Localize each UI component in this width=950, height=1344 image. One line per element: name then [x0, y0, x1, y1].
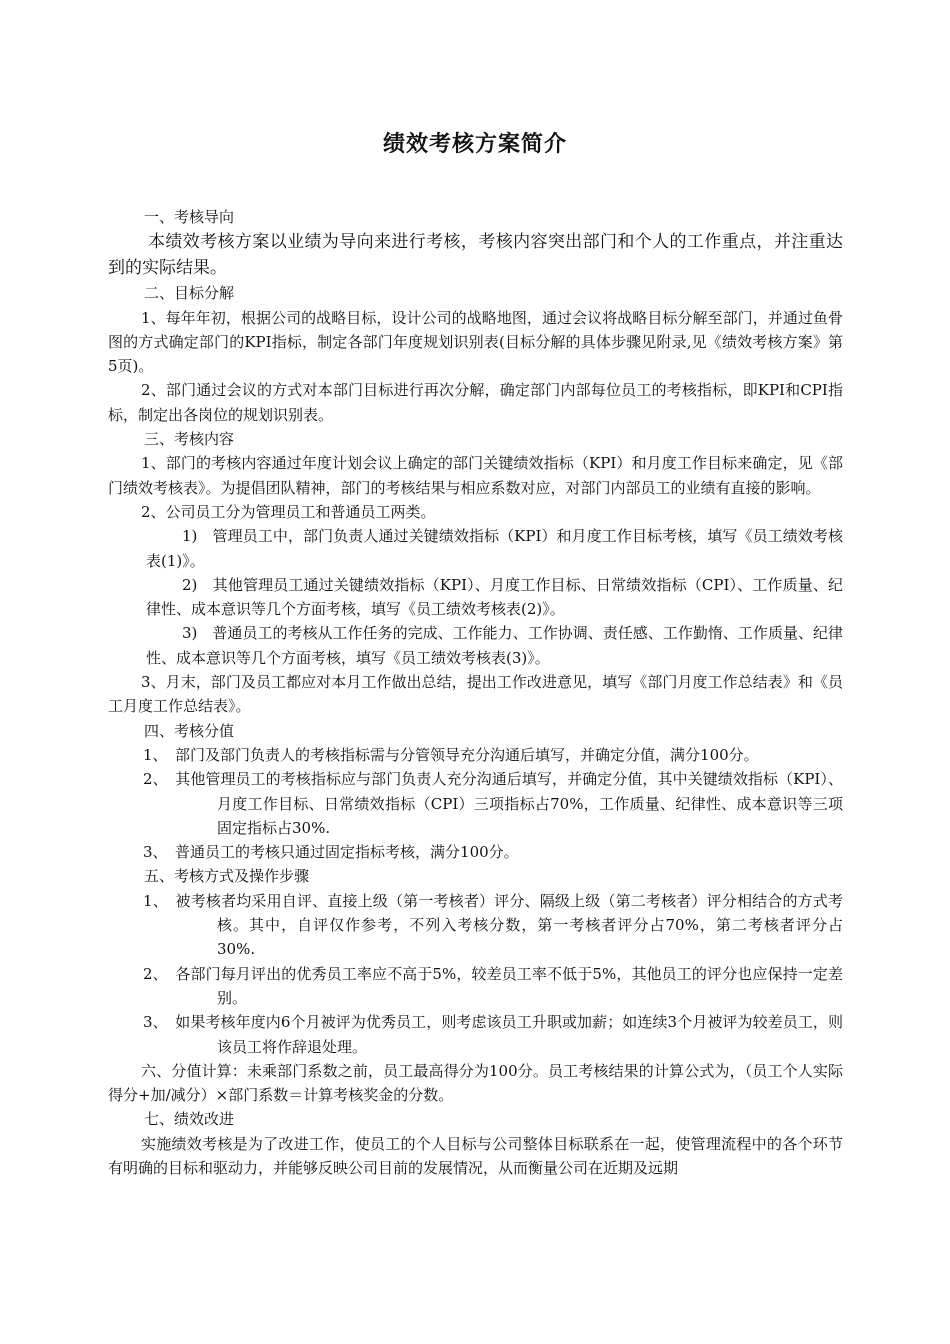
paragraph-calculation: 六、分值计算：未乘部门系数之前，员工最高得分为100分。员工考核结果的计算公式为，（员工个人实际得分+加/减分）×部门系数＝计算考核奖金的分数。 [108, 1061, 843, 1105]
section-heading-goal-decomposition: 二、目标分解 [144, 284, 235, 303]
method-item-2: 2、 各部门每月评出的优秀员工率应不高于5%，较差员工率不低于5%，其他员工的评分也应保持一定差别。 [143, 964, 843, 1007]
document-title: 绩效考核方案简介 [382, 132, 567, 157]
section-heading-method: 五、考核方式及操作步骤 [144, 867, 310, 886]
document-body [108, 205, 843, 1180]
paragraph-goal-2: 2、部门通过会议的方式对本部门目标进行再次分解，确定部门内部每位员工的考核指标，即KPI和CPI指标，制定出各岗位的规划识别表。 [108, 381, 843, 424]
sub-item-1: 1) 管理员工中，部门负责人通过关键绩效指标（KPI）和月度工作目标考核，填写《员工绩效考核表(1)》。 [146, 527, 843, 570]
paragraph-guidance: 本绩效考核方案以业绩为导向来进行考核，考核内容突出部门和个人的工作重点，并注重达到的实际结果。 [108, 232, 843, 279]
paragraph-improvement: 实施绩效考核是为了改进工作，使员工的个人目标与公司整体目标联系在一起，使管理流程中的各个环节有明确的目标和驱动力，并能够反映公司目前的发展情况，从而衡量公司在近期及远期 [108, 1134, 843, 1177]
section-heading-content: 三、考核内容 [144, 430, 235, 449]
paragraph-goal-1: 1、每年年初，根据公司的战略目标，设计公司的战略地图，通过会议将战略目标分解至部门，并通过鱼骨图的方式确定部门的KPI指标，制定各部门年度规划识别表(目标分解的具体步骤见附录,见《绩效考核方案》第5页)。 [108, 308, 843, 376]
method-item-3: 3、 如果考核年度内6个月被评为优秀员工，则考虑该员工升职或加薪；如连续3个月被评为较差员工，则该员工将作辞退处理。 [143, 1013, 843, 1056]
score-item-1: 1、 部门及部门负责人的考核指标需与分管领导充分沟通后填写，并确定分值，满分100分。 [143, 745, 759, 764]
paragraph-content-1: 1、部门的考核内容通过年度计划会议上确定的部门关键绩效指标（KPI）和月度工作目标来确定，见《部门绩效考核表》。为提倡团队精神，部门的考核结果与相应系数对应，对部门内部员工的业绩有直接的影响。 [108, 454, 843, 497]
score-item-3: 3、 普通员工的考核只通过固定指标考核，满分100分。 [143, 843, 519, 862]
sub-item-2: 2) 其他管理员工通过关键绩效指标（KPI）、月度工作目标、日常绩效指标（CPI）、工作质量、纪律性、成本意识等几个方面考核，填写《员工绩效考核表(2)》。 [146, 575, 843, 619]
paragraph-content-3: 3、月末，部门及员工都应对本月工作做出总结，提出工作改进意见，填写《部门月度工作总结表》和《员工月度工作总结表》。 [108, 673, 843, 716]
score-item-2: 2、 其他管理员工的考核指标应与部门负责人充分沟通后填写，并确定分值，其中关键绩效指标（KPI）、月度工作目标、日常绩效指标（CPI）三项指标占70%，工作质量、纪律性、成本意识等三项固定指标占30%. [143, 770, 843, 837]
section-heading-guidance: 一、考核导向 [144, 208, 235, 226]
sub-item-3: 3) 普通员工的考核从工作任务的完成、工作能力、工作协调、责任感、工作勤惰、工作质量、纪律性、成本意识等几个方面考核，填写《员工绩效考核表(3)》。 [146, 624, 843, 667]
section-heading-improvement: 七、绩效改进 [144, 1110, 235, 1129]
paragraph-content-2: 2、公司员工分为管理员工和普通员工两类。 [141, 502, 436, 521]
method-item-1: 1、 被考核者均采用自评、直接上级（第一考核者）评分、隔级上级（第二考核者）评分相结合的方式考核。其中，自评仅作参考，不列入考核分数，第一考核者评分占70%，第二考核者评分占30%. [143, 891, 843, 959]
section-heading-score: 四、考核分值 [144, 721, 235, 740]
